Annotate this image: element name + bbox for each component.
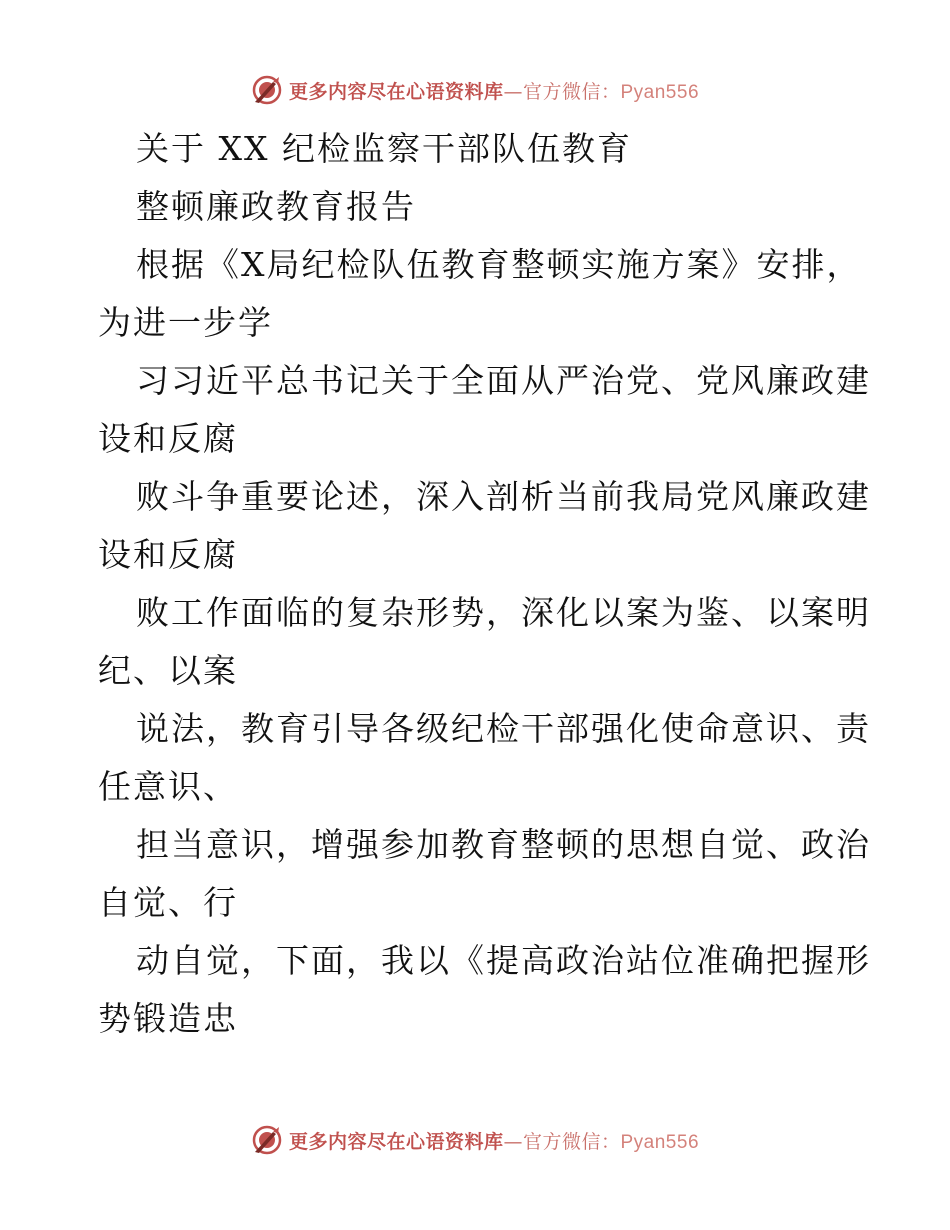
watermark-text: 更多内容尽在心语资料库—官方微信：Pyan556: [288, 80, 700, 103]
quill-seal-icon: [251, 74, 283, 106]
watermark-text: 更多内容尽在心语资料库—官方微信：Pyan556: [288, 1130, 700, 1153]
paragraph-line: 败工作面临的复杂形势，深化以案为鉴、以案明: [136, 593, 871, 632]
paragraph-line: 设和反腐: [98, 535, 238, 574]
footer-watermark: [0, 1120, 950, 1160]
quill-seal-icon: [251, 1124, 283, 1156]
title-line-2: 整顿廉政教育报告: [136, 187, 416, 226]
document-body: [98, 120, 871, 1048]
header-watermark: [0, 70, 950, 110]
paragraph-line: 败斗争重要论述，深入剖析当前我局党风廉政建: [136, 477, 871, 516]
paragraph-line: 根据《X局纪检队伍教育整顿实施方案》安排，: [136, 245, 862, 284]
paragraph-line: 任意识、: [98, 767, 238, 806]
paragraph-line: 说法，教育引导各级纪检干部强化使命意识、责: [136, 709, 871, 748]
title-line-1: 关于 XX 纪检监察干部队伍教育: [136, 129, 632, 168]
paragraph-line: 自觉、行: [98, 883, 238, 922]
paragraph-line: 势锻造忠: [98, 999, 238, 1038]
paragraph-line: 为进一步学: [98, 303, 273, 342]
paragraph-line: 动自觉，下面，我以《提高政治站位准确把握形: [136, 941, 871, 980]
paragraph-line: 担当意识，增强参加教育整顿的思想自觉、政治: [136, 825, 871, 864]
paragraph-line: 设和反腐: [98, 419, 238, 458]
paragraph-line: 纪、以案: [98, 651, 238, 690]
paragraph-line: 习习近平总书记关于全面从严治党、党风廉政建: [136, 361, 871, 400]
